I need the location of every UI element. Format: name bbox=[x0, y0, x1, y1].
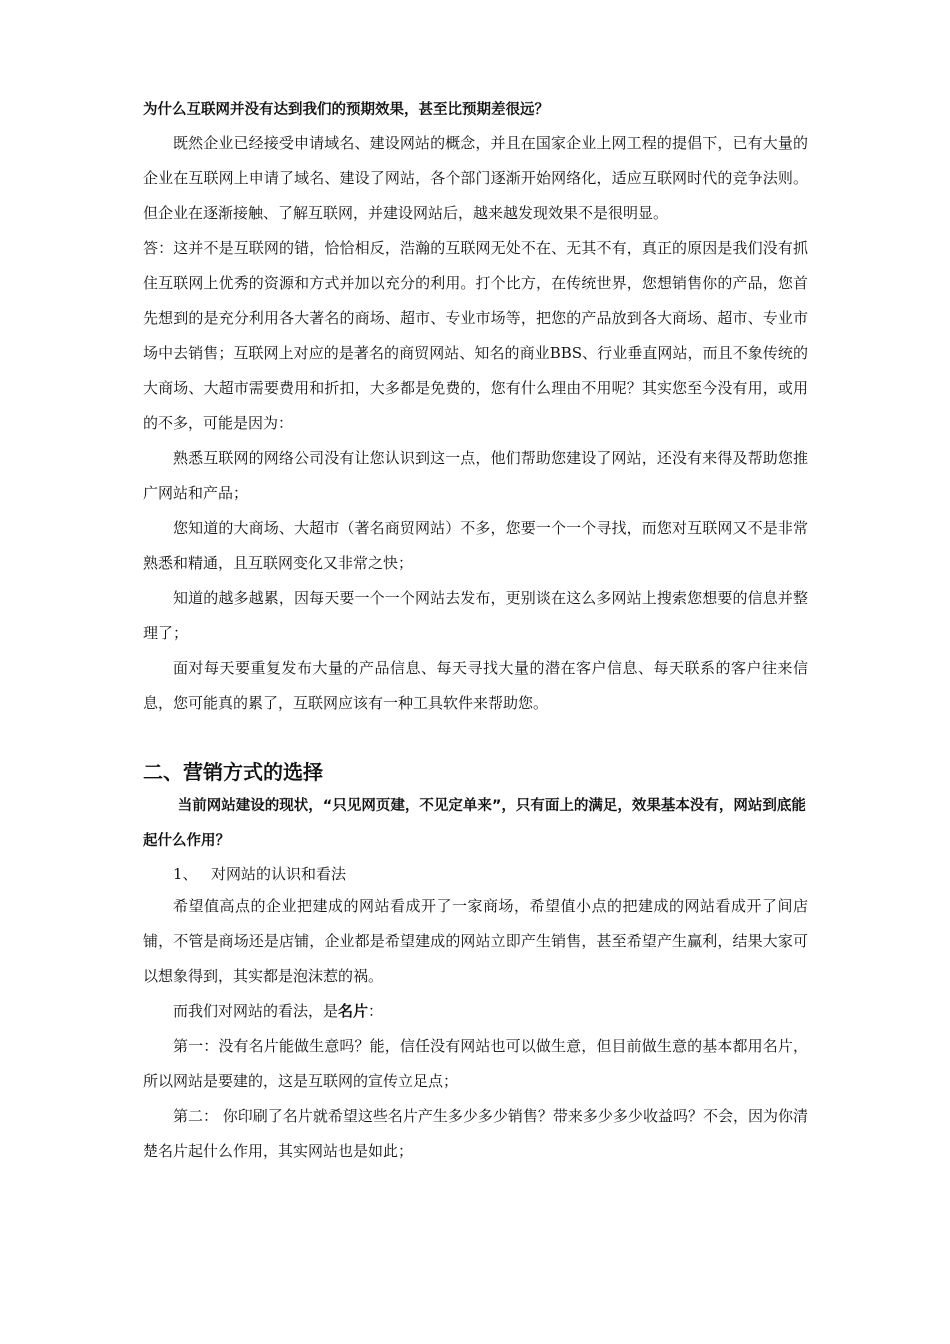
question-heading: 为什么互联网并没有达到我们的预期效果，甚至比预期差很远？ bbox=[143, 102, 549, 118]
section-lead: 当前网站建设的现状，“只见网页建，不见定单来”，只有面上的满足，效果基本没有，网站到底能起什么作用？ bbox=[143, 798, 806, 849]
reason-paragraph-1: 熟悉互联网的网络公司没有让您认识到这一点，他们帮助您建设了网站，还没有来得及帮助您推广网站和产品； bbox=[143, 449, 808, 502]
point-one-paragraph: 第一：没有名片能做生意吗？能，信任没有网站也可以做生意，但目前做生意的基本都用名片，所以网站是要建的，这是互联网的宣传立足点； bbox=[143, 1037, 808, 1090]
reason-paragraph-3: 知道的越多越累，因每天要一个一个网站去发布，更别谈在这么多网站上搜索您想要的信息并整理了； bbox=[143, 589, 808, 642]
section-title: 二、营销方式的选择 bbox=[143, 760, 323, 784]
business-card-prefix: 而我们对网站的看法，是 bbox=[173, 1002, 339, 1020]
answer-paragraph: 答：这并不是互联网的错，恰恰相反，浩瀚的互联网无处不在、无其不有，真正的原因是我们没有抓住互联网上优秀的资源和方式并加以充分的利用。打个比方，在传统世界，您想销售你的产品，您首先想到的是充分利用各大著名的商场、超市、专业市场等，把您的产品放到各大商场、超市、专业市场中去销售；互联网上对应的是著名的商贸网站、知名的商业BBS、行业垂直网站，而且不象传统的大商场、大超市需要费用和折扣，大多都是免费的，您有什么理由不用呢？其实您至今没有用，或用的不多，可能是因为： bbox=[143, 239, 808, 432]
business-card-paragraph bbox=[143, 994, 808, 1029]
intro-paragraph: 既然企业已经接受申请域名、建设网站的概念，并且在国家企业上网工程的提倡下，已有大量的企业在互联网上申请了域名、建设了网站，各个部门逐渐开始网络化，适应互联网时代的竞争法则。但企业在逐渐接触、了解互联网，并建设网站后，越来越发现效果不是很明显。 bbox=[143, 134, 808, 222]
website-view-paragraph: 希望值高点的企业把建成的网站看成开了一家商场，希望值小点的把建成的网站看成开了间店铺，不管是商场还是店铺，企业都是希望建成的网站立即产生销售，甚至希望产生赢利，结果大家可以想象得到，其实都是泡沫惹的祸。 bbox=[143, 897, 808, 985]
point-two-paragraph: 第二： 你印刷了名片就希望这些名片产生多少多少销售？带来多少多少收益吗？不会，因为你清楚名片起什么作用，其实网站也是如此； bbox=[143, 1107, 808, 1160]
document-page bbox=[143, 96, 808, 1169]
reason-paragraph-4: 面对每天要重复发布大量的产品信息、每天寻找大量的潜在客户信息、每天联系的客户往来信息，您可能真的累了，互联网应该有一种工具软件来帮助您。 bbox=[143, 659, 808, 712]
list-item-title: 对网站的认识和看法 bbox=[211, 865, 347, 883]
list-item-heading bbox=[143, 859, 808, 889]
business-card-suffix: ： bbox=[368, 1002, 384, 1020]
business-card-keyword: 名片 bbox=[338, 1002, 369, 1020]
list-item-number: 1、 bbox=[173, 865, 198, 883]
reason-paragraph-2: 您知道的大商场、大超市（著名商贸网站）不多，您要一个一个寻找，而您对互联网又不是非常熟悉和精通，且互联网变化又非常之快； bbox=[143, 519, 808, 572]
